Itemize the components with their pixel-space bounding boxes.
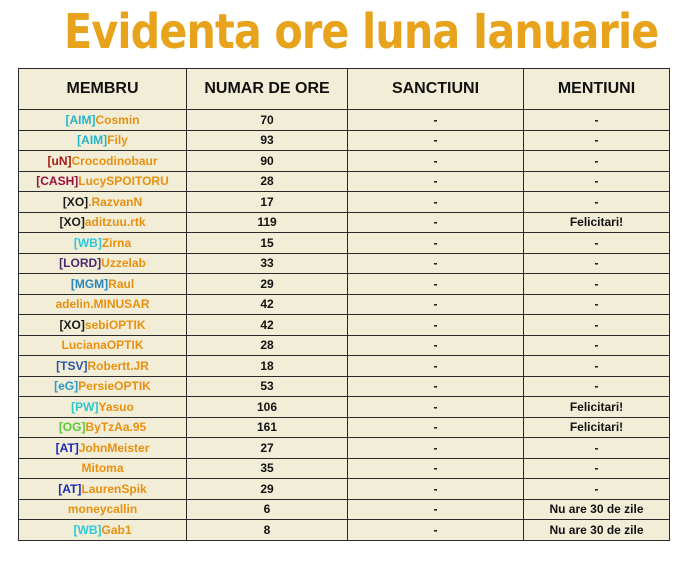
mentions-cell: - (524, 376, 670, 397)
table-row (19, 458, 670, 479)
hours-cell: 8 (187, 520, 348, 541)
mentions-cell: Felicitari! (524, 397, 670, 418)
member-nick: LucySPOITORU (78, 174, 169, 189)
member-nick: .RazvanN (88, 194, 143, 209)
sanctions-cell: - (348, 458, 524, 479)
mentions-cell: - (524, 274, 670, 295)
member-tag: [LORD] (59, 256, 102, 271)
mentions-cell: Felicitari! (524, 417, 670, 438)
hours-cell: 15 (187, 233, 348, 254)
hours-cell: 90 (187, 151, 348, 172)
mentions-cell: - (524, 192, 670, 213)
table-row (19, 274, 670, 295)
member-tag: [CASH] (36, 174, 79, 189)
hours-cell: 18 (187, 356, 348, 377)
table-row (19, 479, 670, 500)
mentions-cell: - (524, 233, 670, 254)
table-row (19, 417, 670, 438)
member-tag: [AT] (58, 481, 82, 496)
member-tag: [AIM] (65, 112, 96, 127)
sanctions-cell: - (348, 171, 524, 192)
table-row (19, 151, 670, 172)
member-cell (19, 130, 187, 151)
member-tag: [WB] (73, 235, 102, 250)
column-header-sanctiuni: SANCTIUNI (348, 69, 524, 110)
member-cell (19, 335, 187, 356)
member-nick: Robertt.JR (87, 358, 149, 373)
member-tag: [PW] (71, 399, 99, 414)
sanctions-cell: - (348, 212, 524, 233)
member-nick: Zirna (101, 235, 132, 250)
mentions-cell: Nu are 30 de zile (524, 520, 670, 541)
hours-cell: 17 (187, 192, 348, 213)
hours-cell: 70 (187, 110, 348, 131)
table-row (19, 499, 670, 520)
member-cell (19, 520, 187, 541)
sanctions-cell: - (348, 438, 524, 459)
table-row (19, 171, 670, 192)
table-row (19, 315, 670, 336)
hours-cell: 119 (187, 212, 348, 233)
member-nick: ByTzAa.95 (85, 420, 147, 435)
member-cell (19, 212, 187, 233)
member-nick: Gab1 (101, 522, 132, 537)
mentions-cell: - (524, 171, 670, 192)
mentions-cell: - (524, 315, 670, 336)
member-nick: adelin.MINUSAR (55, 297, 150, 312)
hours-cell: 35 (187, 458, 348, 479)
mentions-cell: - (524, 458, 670, 479)
page-title: Evidenta ore luna Ianuarie (64, 4, 659, 60)
column-header-mentiuni: MENTIUNI (524, 69, 670, 110)
member-tag: [TSV] (56, 358, 88, 373)
member-tag: [XO] (59, 317, 85, 332)
member-tag: [MGM] (70, 276, 109, 291)
column-header-numar-de-ore: NUMAR DE ORE (187, 69, 348, 110)
member-nick: Yasuo (98, 399, 134, 414)
table-row (19, 233, 670, 254)
member-nick: aditzuu.rtk (84, 215, 146, 230)
header-row (19, 69, 670, 110)
hours-cell: 29 (187, 274, 348, 295)
member-cell (19, 376, 187, 397)
sanctions-cell: - (348, 376, 524, 397)
hours-cell: 29 (187, 479, 348, 500)
hours-cell: 42 (187, 294, 348, 315)
hours-cell: 93 (187, 130, 348, 151)
member-tag: [XO] (59, 215, 85, 230)
member-cell (19, 253, 187, 274)
table-body (19, 110, 670, 541)
member-cell (19, 315, 187, 336)
hours-cell: 53 (187, 376, 348, 397)
table-row (19, 376, 670, 397)
member-cell (19, 417, 187, 438)
member-nick: JohnMeister (78, 440, 150, 455)
mentions-cell: - (524, 438, 670, 459)
member-tag: [OG] (58, 420, 86, 435)
mentions-cell: - (524, 479, 670, 500)
mentions-cell: Felicitari! (524, 212, 670, 233)
member-nick: moneycallin (67, 502, 138, 517)
table-row (19, 294, 670, 315)
sanctions-cell: - (348, 356, 524, 377)
sanctions-cell: - (348, 253, 524, 274)
member-nick: LucianaOPTIK (61, 338, 144, 353)
member-nick: Cosmin (95, 112, 140, 127)
hours-cell: 28 (187, 171, 348, 192)
sanctions-cell: - (348, 294, 524, 315)
member-cell (19, 274, 187, 295)
member-tag: [AT] (55, 440, 79, 455)
sanctions-cell: - (348, 130, 524, 151)
sanctions-cell: - (348, 499, 524, 520)
sanctions-cell: - (348, 397, 524, 418)
mentions-cell: - (524, 335, 670, 356)
member-tag: [XO] (62, 194, 89, 209)
sanctions-cell: - (348, 479, 524, 500)
mentions-cell: - (524, 356, 670, 377)
member-nick: sebiOPTIK (84, 317, 146, 332)
member-cell (19, 438, 187, 459)
sanctions-cell: - (348, 233, 524, 254)
sanctions-cell: - (348, 110, 524, 131)
member-cell (19, 151, 187, 172)
column-header-membru: MEMBRU (19, 69, 187, 110)
sanctions-cell: - (348, 417, 524, 438)
sanctions-cell: - (348, 274, 524, 295)
hours-cell: 28 (187, 335, 348, 356)
member-nick: Fily (107, 133, 128, 148)
member-nick: Mitoma (81, 461, 124, 476)
member-nick: PersieOPTIK (78, 379, 151, 394)
member-cell (19, 397, 187, 418)
member-cell (19, 356, 187, 377)
member-tag: [uN] (47, 153, 72, 168)
member-nick: Raul (108, 276, 135, 291)
sanctions-cell: - (348, 192, 524, 213)
mentions-cell: - (524, 130, 670, 151)
hours-table (18, 68, 670, 541)
table-row (19, 438, 670, 459)
hours-cell: 33 (187, 253, 348, 274)
member-cell (19, 294, 187, 315)
table-row (19, 130, 670, 151)
member-tag: [WB] (73, 522, 102, 537)
mentions-cell: Nu are 30 de zile (524, 499, 670, 520)
table-row (19, 212, 670, 233)
table-row (19, 253, 670, 274)
sanctions-cell: - (348, 335, 524, 356)
sanctions-cell: - (348, 315, 524, 336)
member-nick: LaurenSpik (81, 481, 147, 496)
member-cell (19, 499, 187, 520)
hours-cell: 42 (187, 315, 348, 336)
sanctions-cell: - (348, 151, 524, 172)
member-nick: Crocodinobaur (71, 153, 158, 168)
mentions-cell: - (524, 110, 670, 131)
table-row (19, 356, 670, 377)
sanctions-cell: - (348, 520, 524, 541)
member-cell (19, 192, 187, 213)
table-row (19, 335, 670, 356)
hours-cell: 27 (187, 438, 348, 459)
member-cell (19, 171, 187, 192)
table-row (19, 110, 670, 131)
mentions-cell: - (524, 151, 670, 172)
member-cell (19, 479, 187, 500)
member-nick: Uzzelab (101, 256, 146, 271)
member-cell (19, 458, 187, 479)
mentions-cell: - (524, 294, 670, 315)
member-cell (19, 110, 187, 131)
table-header (19, 69, 670, 110)
table-row (19, 397, 670, 418)
member-cell (19, 233, 187, 254)
hours-cell: 6 (187, 499, 348, 520)
member-tag: [eG] (54, 379, 79, 394)
mentions-cell: - (524, 253, 670, 274)
table-row (19, 192, 670, 213)
hours-cell: 106 (187, 397, 348, 418)
table-row (19, 520, 670, 541)
member-tag: [AIM] (77, 133, 108, 148)
hours-cell: 161 (187, 417, 348, 438)
